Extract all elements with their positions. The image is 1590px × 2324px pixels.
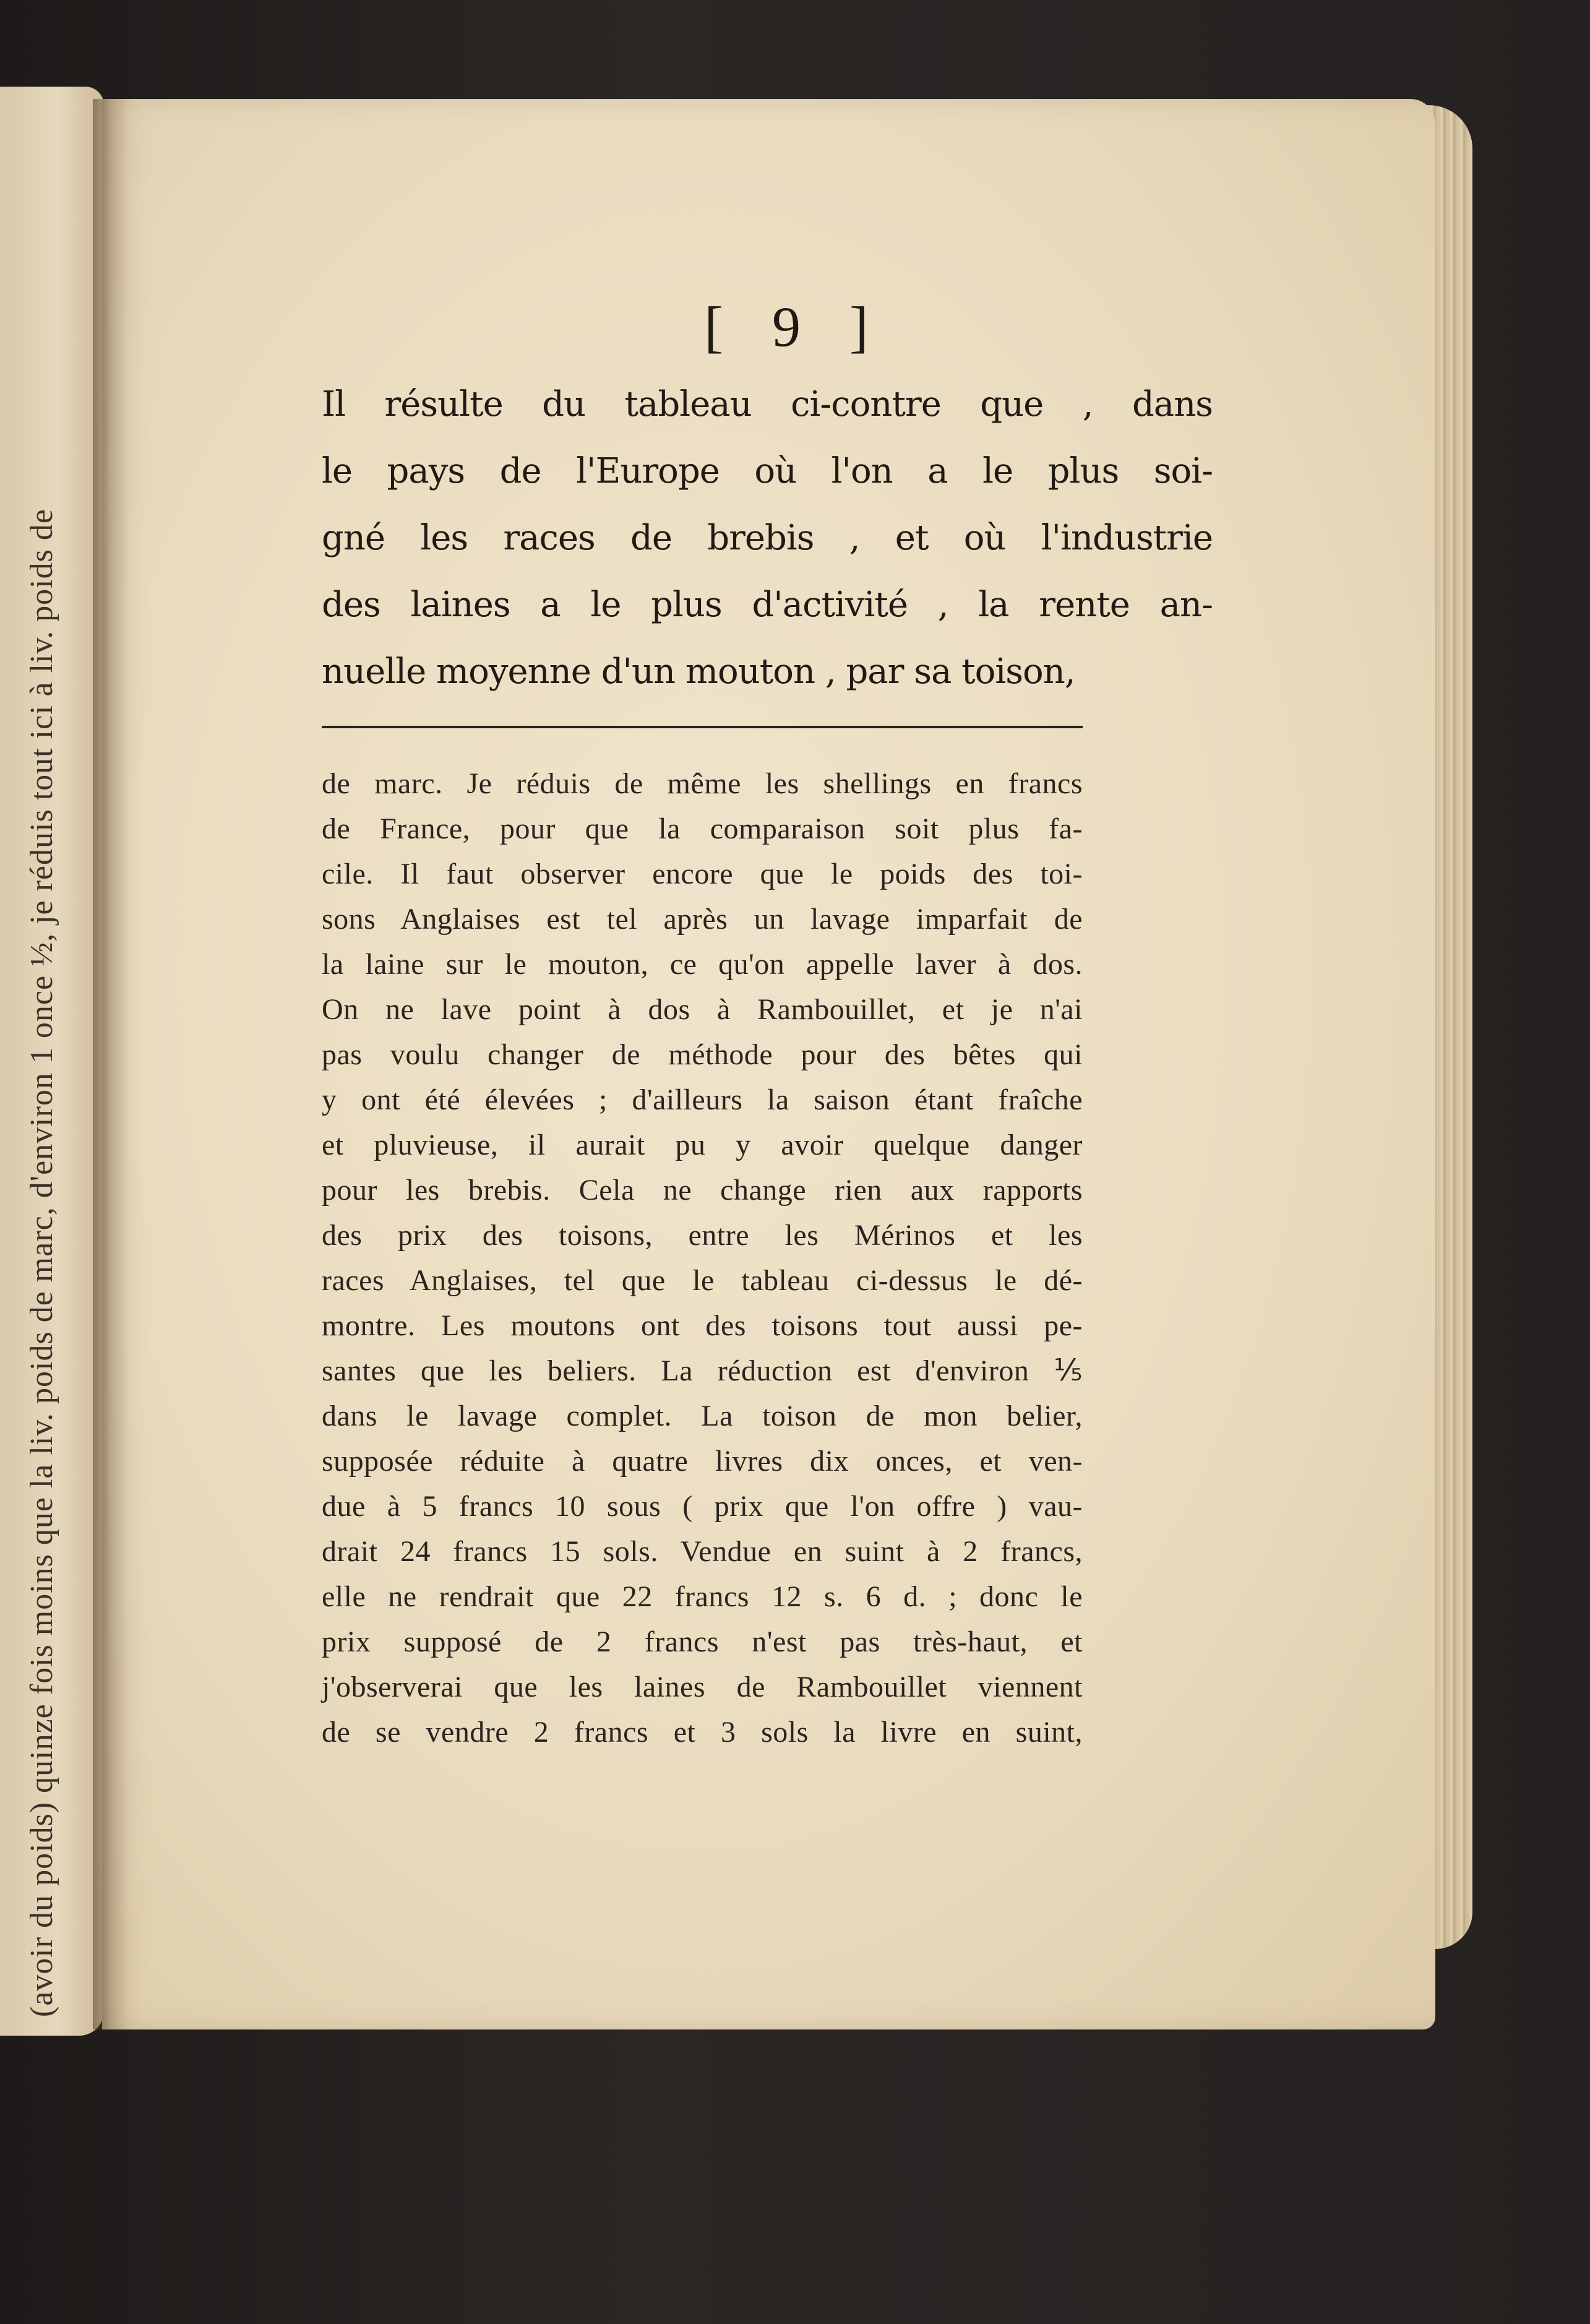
footnote-line: cile. Il faut observer encore que le poids des toi- xyxy=(322,858,1083,890)
footnote-line: de France, pour que la comparaison soit plus fa- xyxy=(322,812,1083,845)
footnote-line: y ont été élevées ; d'ailleurs la saison étant fraîche xyxy=(322,1083,1083,1116)
gutter-shadow xyxy=(93,99,130,2029)
footnote-line: pas voulu changer de méthode pour des bêtes qui xyxy=(322,1038,1083,1071)
footnote-line: de marc. Je réduis de même les shellings en francs xyxy=(322,767,1083,800)
footnote-line: sons Anglaises est tel après un lavage imparfait de xyxy=(322,903,1083,936)
left-page-margin-text: (avoir du poids) quinze fois moins que la liv. poids de marc, d'environ 1 once ½, je réduis tout ici à liv. poids de xyxy=(24,509,59,2017)
footnote-paragraph xyxy=(322,761,1083,1755)
footnote-line: des prix des toisons, entre les Mérinos et les xyxy=(322,1219,1083,1252)
main-line: nuelle moyenne d'un mouton , par sa toison, xyxy=(322,652,1075,692)
footnote-line: santes que les beliers. La réduction est d'environ ⅕ xyxy=(322,1354,1083,1387)
main-line: gné les races de brebis , et où l'industrie xyxy=(322,518,1213,558)
main-line: Il résulte du tableau ci-contre que , dans xyxy=(322,384,1213,424)
footnote-line: la laine sur le mouton, ce qu'on appelle laver à dos. xyxy=(322,948,1083,981)
footnote-line: due à 5 francs 10 sous ( prix que l'on offre ) vau- xyxy=(322,1490,1083,1523)
footnote-line: On ne lave point à dos à Rambouillet, et je n'ai xyxy=(322,993,1083,1026)
main-line: le pays de l'Europe où l'on a le plus soi- xyxy=(322,451,1213,491)
book-page xyxy=(102,99,1435,2029)
footnote-line: montre. Les moutons ont des toisons tout aussi pe- xyxy=(322,1309,1083,1342)
footnote-line: pour les brebis. Cela ne change rien aux rapports xyxy=(322,1174,1083,1207)
footnote-line: drait 24 francs 15 sols. Vendue en suint à 2 francs, xyxy=(322,1535,1083,1568)
left-page-margin-note xyxy=(24,433,79,2017)
main-paragraph xyxy=(322,371,1213,705)
footnote-line: supposée réduite à quatre livres dix onces, et ven- xyxy=(322,1445,1083,1478)
footnote-line: dans le lavage complet. La toison de mon belier, xyxy=(322,1400,1083,1432)
page-number: [ 9 ] xyxy=(704,295,886,358)
footnote-line: elle ne rendrait que 22 francs 12 s. 6 d. ; donc le xyxy=(322,1580,1083,1613)
footnote-line: races Anglaises, tel que le tableau ci-dessus le dé- xyxy=(322,1264,1083,1297)
footnote-rule xyxy=(322,726,1083,728)
main-line: des laines a le plus d'activité , la rente an- xyxy=(322,585,1213,625)
footnote-line: j'observerai que les laines de Rambouillet viennent xyxy=(322,1671,1083,1703)
left-facing-page xyxy=(0,87,104,2036)
footnote-line: prix supposé de 2 francs n'est pas très-haut, et xyxy=(322,1625,1083,1658)
footnote-line: de se vendre 2 francs et 3 sols la livre en suint, xyxy=(322,1716,1083,1749)
footnote-line: et pluvieuse, il aurait pu y avoir quelque danger xyxy=(322,1129,1083,1161)
